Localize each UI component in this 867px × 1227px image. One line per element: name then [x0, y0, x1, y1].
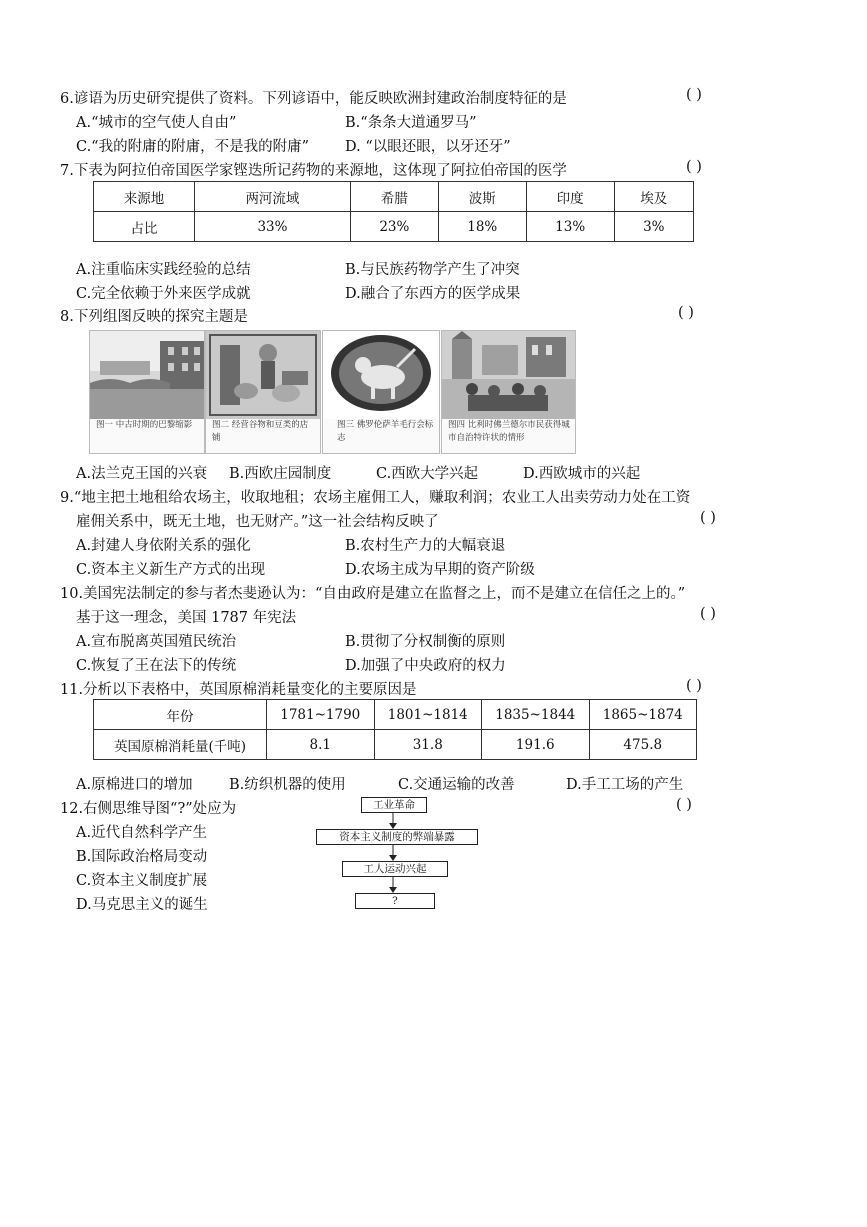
q11-table-header-cell: 1865~1874 [589, 700, 697, 730]
q6-answer-paren[interactable]: ( ) [686, 87, 702, 103]
q11-option-b[interactable]: B.纺织机器的使用 [229, 777, 346, 793]
wool-guild-emblem-image [323, 331, 439, 419]
q11-option-a[interactable]: A.原棉进口的增加 [76, 777, 193, 793]
paris-city-image [90, 331, 204, 419]
q10-option-c[interactable]: C.恢复了王在法下的传统 [76, 658, 237, 674]
q8-option-c[interactable]: C.西欧大学兴起 [376, 466, 479, 482]
q6-option-a[interactable]: A.“城市的空气使人自由” [76, 115, 237, 131]
q11-table-cell: 英国原棉消耗量(千吨) [94, 730, 267, 760]
q8-figure-2 [205, 330, 321, 454]
q6-option-c[interactable]: C.“我的附庸的附庸，不是我的附庸” [76, 139, 310, 155]
q10-answer-paren[interactable]: ( ) [700, 606, 716, 622]
q11-table [93, 699, 697, 760]
q7-table-header-cell: 来源地 [94, 182, 195, 212]
q11-table-cell: 475.8 [589, 730, 697, 760]
q11-table-cell: 191.6 [482, 730, 590, 760]
q11-table-header-cell: 1781~1790 [267, 700, 375, 730]
q8-figure-4 [441, 330, 576, 454]
q7-option-d[interactable]: D.融合了东西方的医学成果 [345, 286, 521, 302]
q9-stem-line-2: 雇佣关系中，既无土地，也无财产。”这一社会结构反映了 [76, 514, 439, 530]
q8-option-d[interactable]: D.西欧城市的兴起 [523, 466, 641, 482]
q11-table-header-cell: 1835~1844 [482, 700, 590, 730]
q6-stem: 6.谚语为历史研究提供了资料。下列谚语中，能反映欧洲封建政治制度特征的是 [60, 91, 567, 107]
mindmap-node-labor-movement: 工人运动兴起 [342, 861, 448, 877]
mindmap-node-industrial-revolution: 工业革命 [361, 797, 427, 813]
q7-stem: 7.下表为阿拉伯帝国医学家铿迭所记药物的来源地，这体现了阿拉伯帝国的医学 [60, 163, 567, 179]
q9-option-b[interactable]: B.农村生产力的大幅衰退 [345, 538, 506, 554]
q8-caption-2: 图二 经营谷物和豆类的店铺 [212, 420, 309, 443]
arrow-down-icon [385, 812, 401, 829]
arrow-down-icon [385, 876, 401, 893]
q7-answer-paren[interactable]: ( ) [686, 159, 702, 175]
q11-stem: 11.分析以下表格中，英国原棉消耗量变化的主要原因是 [60, 682, 417, 698]
q12-option-a[interactable]: A.近代自然科学产生 [76, 825, 208, 841]
q7-option-b[interactable]: B.与民族药物学产生了冲突 [345, 262, 520, 278]
q8-caption-3: 图三 佛罗伦萨羊毛行会标志 [337, 420, 434, 443]
q12-stem: 12.右侧思维导图“?”处应为 [60, 801, 237, 817]
q8-option-b[interactable]: B.西欧庄园制度 [229, 466, 332, 482]
arrow-down-icon [385, 844, 401, 861]
q8-option-a[interactable]: A.法兰克王国的兴衰 [76, 466, 208, 482]
q7-table [93, 181, 694, 242]
q8-answer-paren[interactable]: ( ) [678, 305, 694, 321]
q6-option-b[interactable]: B.“条条大道通罗马” [345, 115, 477, 131]
q11-table-header-cell: 年份 [94, 700, 267, 730]
q9-stem-line-1: 9.“地主把土地租给农场主，收取地租；农场主雇佣工人，赚取利润；农业工人出卖劳动力处在工资 [60, 490, 691, 506]
q11-answer-paren[interactable]: ( ) [686, 678, 702, 694]
q9-option-d[interactable]: D.农场主成为早期的资产阶级 [345, 562, 535, 578]
q12-option-b[interactable]: B.国际政治格局变动 [76, 849, 208, 865]
q8-caption-1: 图一 中古时期的巴黎缩影 [96, 420, 193, 430]
q12-answer-paren[interactable]: ( ) [676, 797, 692, 813]
q10-option-b[interactable]: B.贯彻了分权制衡的原则 [345, 634, 506, 650]
grain-shop-image [206, 331, 320, 419]
q11-option-d[interactable]: D.手工工场的产生 [566, 777, 684, 793]
q7-table-cell: 18% [438, 212, 526, 242]
q11-table-header-cell: 1801~1814 [374, 700, 482, 730]
mindmap-node-question[interactable]: ? [355, 893, 435, 909]
q10-option-a[interactable]: A.宣布脱离英国殖民统治 [76, 634, 237, 650]
q9-option-c[interactable]: C.资本主义新生产方式的出现 [76, 562, 266, 578]
flanders-charter-image [442, 331, 575, 419]
q6-option-d[interactable]: D. “以眼还眼，以牙还牙” [345, 139, 511, 155]
q8-figure-3 [322, 330, 440, 454]
q7-table-cell: 13% [526, 212, 614, 242]
q7-table-header-cell: 印度 [526, 182, 614, 212]
q7-table-cell: 33% [195, 212, 351, 242]
q7-table-cell: 占比 [94, 212, 195, 242]
q7-table-header-cell: 两河流域 [195, 182, 351, 212]
q7-table-cell: 23% [350, 212, 438, 242]
q10-stem-line-2: 基于这一理念，美国 1787 年宪法 [76, 610, 297, 626]
q12-option-c[interactable]: C.资本主义制度扩展 [76, 873, 208, 889]
q7-option-c[interactable]: C.完全依赖于外来医学成就 [76, 286, 251, 302]
q7-table-header-cell: 埃及 [614, 182, 693, 212]
q7-option-a[interactable]: A.注重临床实践经验的总结 [76, 262, 251, 278]
q10-option-d[interactable]: D.加强了中央政府的权力 [345, 658, 506, 674]
q8-figure-1 [89, 330, 205, 454]
q10-stem-line-1: 10.美国宪法制定的参与者杰斐逊认为：“自由政府是建立在监督之上，而不是建立在信任之上的。” [60, 586, 686, 602]
q9-option-a[interactable]: A.封建人身依附关系的强化 [76, 538, 251, 554]
q7-table-header-cell: 波斯 [438, 182, 526, 212]
q11-table-cell: 8.1 [267, 730, 375, 760]
q8-caption-4: 图四 比利时佛兰德尔市民获得城市自治特许状的情形 [448, 420, 570, 443]
q9-answer-paren[interactable]: ( ) [700, 510, 716, 526]
q12-option-d[interactable]: D.马克思主义的诞生 [76, 897, 208, 913]
mindmap-node-capitalism-flaws: 资本主义制度的弊端暴露 [316, 829, 478, 845]
q11-option-c[interactable]: C.交通运输的改善 [398, 777, 515, 793]
q11-table-cell: 31.8 [374, 730, 482, 760]
q8-stem: 8.下列组图反映的探究主题是 [60, 309, 248, 325]
q7-table-cell: 3% [614, 212, 693, 242]
q7-table-header-cell: 希腊 [350, 182, 438, 212]
